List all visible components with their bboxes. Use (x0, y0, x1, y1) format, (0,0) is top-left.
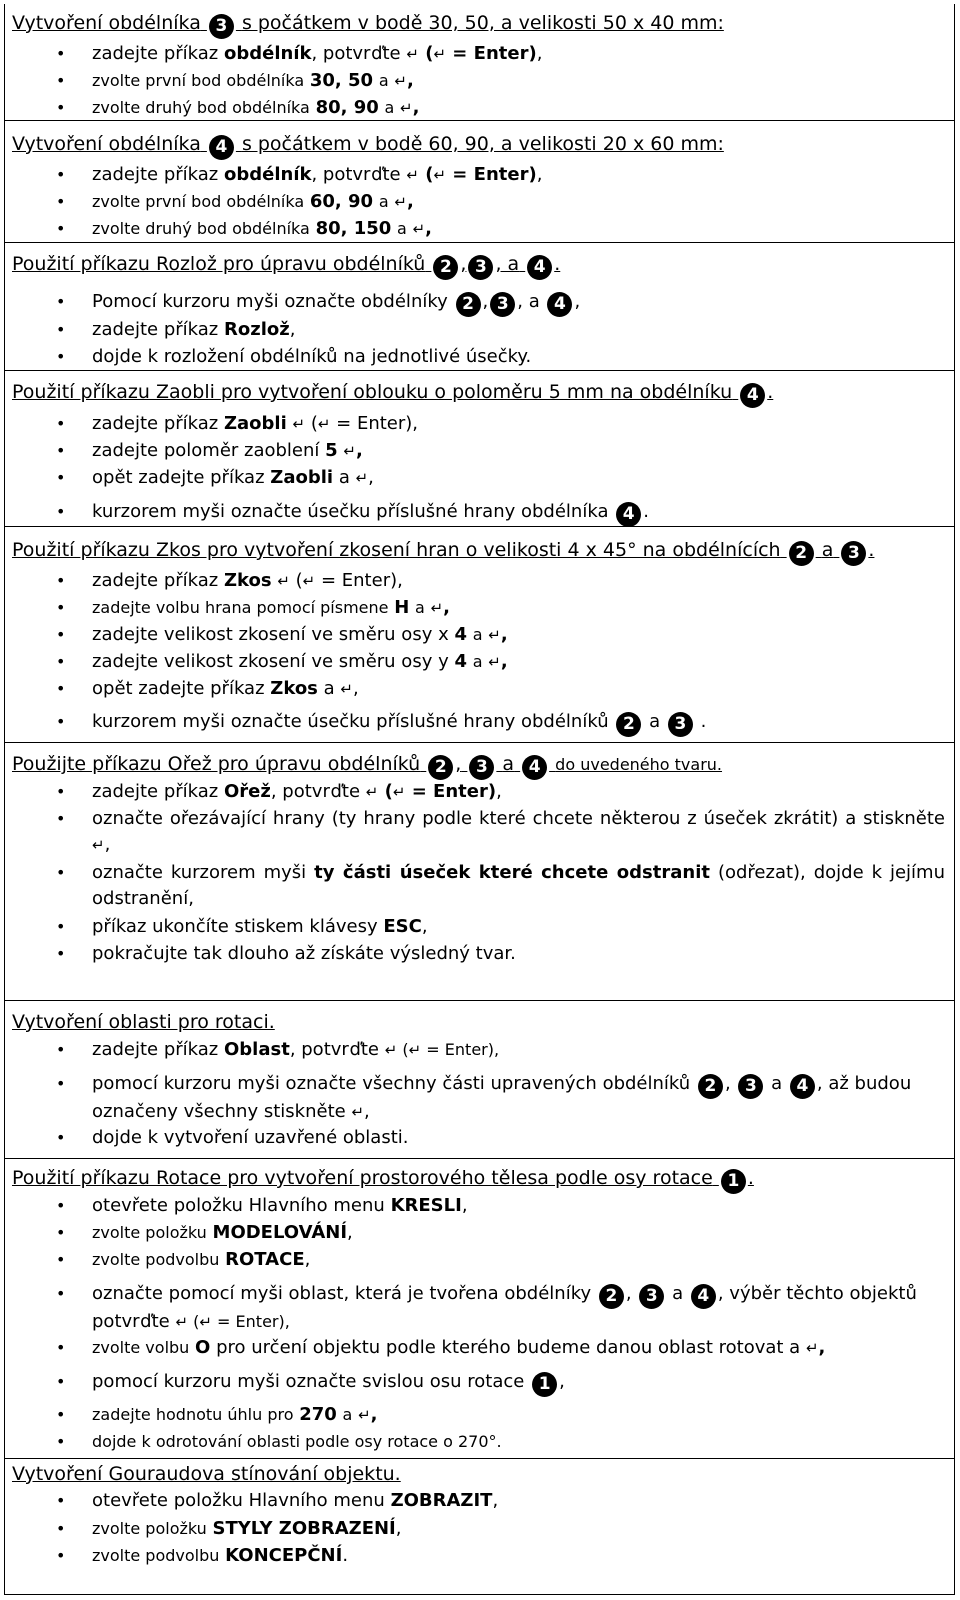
enter-key-icon: ↵ (317, 415, 331, 433)
list-item: • dojde k rozložení obdélníků na jednotlivé úsečky. (92, 344, 945, 370)
enter-key-icon: ↵ (488, 653, 501, 671)
section-zaobli (4, 370, 955, 527)
list-item: • dojde k odrotování oblasti podle osy rotace o 270°. (92, 1429, 945, 1455)
section-rotace (4, 1158, 955, 1459)
section-oblast (4, 1000, 955, 1159)
enter-key-icon: ↵ (355, 469, 369, 487)
list-item: • otevřete položku Hlavního menu ZOBRAZIT, (92, 1488, 945, 1514)
badge-2: 2 (428, 755, 453, 780)
badge-3: 3 (468, 255, 493, 280)
section-rozloz (4, 242, 955, 371)
enter-key-icon: ↵ (358, 1406, 371, 1424)
list-item: • opět zadejte příkaz Zaobli a ↵, (92, 465, 945, 491)
list-item: • zvolte volbu O pro určení objektu podle kterého budeme danou oblast rotovat a ↵, (92, 1335, 945, 1361)
list-item: • zadejte hodnotu úhlu pro 270 a ↵, (92, 1402, 945, 1428)
list-item: • kurzorem myši označte úsečku příslušné hrany obdélníků 2 a 3 . (92, 709, 945, 737)
badge-1: 1 (721, 1169, 746, 1194)
list-item: • zvolte položku MODELOVÁNÍ, (92, 1220, 945, 1246)
enter-key-icon: ↵ (408, 1041, 422, 1059)
enter-key-icon: ↵ (394, 72, 407, 90)
enter-key-icon: ↵ (805, 1339, 819, 1357)
list-item: • pomocí kurzoru myši označte všechny části upravených obdélníků 2 , 3 a 4 , až budou označeny všechny stiskněte ↵, (92, 1071, 945, 1125)
list-item: • zvolte první bod obdélníka 30, 50 a ↵, (92, 68, 945, 94)
section-orez (4, 742, 955, 1001)
enter-key-icon: ↵ (340, 680, 353, 698)
section-zkos (4, 526, 955, 743)
section-rectangle-4 (4, 120, 955, 243)
list-item: • zadejte příkaz Rozlož, (92, 317, 945, 343)
section-heading: Vytvoření obdélníka 3 s počátkem v bodě 30, 50, a velikosti 50 x 40 mm: (12, 12, 724, 39)
list-item: • pokračujte tak dlouho až získáte výsledný tvar. (92, 941, 945, 967)
section-heading: Vytvoření obdélníka 4 s počátkem v bodě 60, 90, a velikosti 20 x 60 mm: (12, 133, 724, 160)
badge-4: 4 (790, 1074, 815, 1099)
list-item: • zvolte druhý bod obdélníka 80, 90 a ↵, (92, 95, 945, 121)
list-item: • označte ořezávající hrany (ty hrany podle které chcete některou z úseček zkrátit) a stiskněte ↵, (92, 806, 945, 858)
list-item: • zadejte volbu hrana pomocí písmene H a ↵, (92, 595, 945, 621)
enter-key-icon: ↵ (430, 599, 444, 617)
enter-key-icon: ↵ (406, 166, 419, 184)
enter-key-icon: ↵ (92, 836, 105, 854)
enter-key-icon: ↵ (412, 220, 426, 238)
list-item: • zadejte příkaz Zaobli ↵ (↵ = Enter), (92, 411, 945, 437)
enter-key-icon: ↵ (302, 572, 316, 590)
section-heading: Použijte příkazu Ořež pro úpravu obdélníků 2 , 3 a 4 do uvedeného tvaru. (12, 753, 722, 780)
list-item: • označte kurzorem myši ty části úseček které chcete odstranit (odřezat), dojde k jejímu odstranění, (92, 860, 945, 912)
enter-key-icon: ↵ (406, 45, 419, 63)
list-item: • pomocí kurzoru myši označte svislou osu rotace 1 , (92, 1369, 945, 1397)
enter-key-icon: ↵ (433, 45, 447, 63)
enter-key-icon: ↵ (400, 99, 413, 117)
badge-2: 2 (698, 1074, 723, 1099)
enter-key-icon: ↵ (392, 783, 406, 801)
list-item: • zvolte podvolbu ROTACE, (92, 1247, 945, 1273)
badge-3: 3 (639, 1284, 664, 1309)
enter-key-icon: ↵ (343, 442, 356, 460)
badge-2: 2 (616, 712, 641, 737)
section-gouraud (4, 1458, 955, 1596)
enter-key-icon: ↵ (394, 193, 407, 211)
section-heading: Použití příkazu Rotace pro vytvoření prostorového tělesa podle osy rotace 1 . (12, 1167, 754, 1194)
enter-key-icon: ↵ (199, 1313, 212, 1331)
badge-3: 3 (209, 14, 234, 39)
list-item: • zadejte příkaz obdélník, potvrďte ↵ (↵ = Enter), (92, 41, 945, 67)
badge-3: 3 (490, 292, 515, 317)
list-item: • zvolte druhý bod obdélníka 80, 150 a ↵, (92, 216, 945, 242)
badge-4: 4 (616, 502, 641, 527)
section-rectangle-3 (4, 4, 955, 120)
list-item: • zvolte první bod obdélníka 60, 90 a ↵, (92, 189, 945, 215)
enter-key-icon: ↵ (384, 1041, 398, 1059)
list-item: • Pomocí kurzoru myši označte obdélníky 2 , 3 , a 4 , (92, 289, 945, 317)
badge-3: 3 (738, 1074, 763, 1099)
list-item: • zvolte podvolbu KONCEPČNÍ. (92, 1543, 945, 1569)
enter-key-icon: ↵ (277, 572, 290, 590)
enter-key-icon: ↵ (365, 783, 379, 801)
list-item: • kurzorem myši označte úsečku příslušné hrany obdélníka 4 . (92, 499, 945, 527)
enter-key-icon: ↵ (433, 166, 447, 184)
list-item: • zadejte příkaz Ořež, potvrďte ↵ (↵ = Enter), (92, 779, 945, 805)
badge-1: 1 (532, 1372, 557, 1397)
badge-2: 2 (599, 1284, 624, 1309)
enter-key-icon: ↵ (292, 415, 306, 433)
badge-2: 2 (789, 541, 814, 566)
badge-4: 4 (691, 1284, 716, 1309)
badge-2: 2 (433, 255, 458, 280)
badge-4: 4 (209, 135, 234, 160)
list-item: • opět zadejte příkaz Zkos a ↵, (92, 676, 945, 702)
list-item: • dojde k vytvoření uzavřené oblasti. (92, 1125, 945, 1151)
list-item: • označte pomocí myši oblast, která je tvořena obdélníky 2 , 3 a 4 , výběr těchto objektů potvrďte ↵ (↵ = Enter), (92, 1281, 945, 1335)
section-heading: Použití příkazu Zaobli pro vytvoření oblouku o poloměru 5 mm na obdélníku 4 . (12, 381, 773, 408)
list-item: • zadejte poloměr zaoblení 5 ↵, (92, 438, 945, 464)
section-heading: Vytvoření oblasti pro rotaci. (12, 1011, 275, 1033)
badge-3: 3 (841, 541, 866, 566)
badge-3: 3 (668, 712, 693, 737)
badge-3: 3 (469, 755, 494, 780)
badge-4: 4 (740, 383, 765, 408)
list-item: • zadejte příkaz Zkos ↵ (↵ = Enter), (92, 568, 945, 594)
badge-2: 2 (456, 292, 481, 317)
list-item: • otevřete položku Hlavního menu KRESLI, (92, 1193, 945, 1219)
section-heading: Použití příkazu Zkos pro vytvoření zkosení hran o velikosti 4 x 45° na obdélnících 2 a 3 . (12, 539, 874, 566)
enter-key-icon: ↵ (488, 626, 501, 644)
enter-key-icon: ↵ (175, 1313, 189, 1331)
list-item: • zadejte velikost zkosení ve směru osy x 4 a ↵, (92, 622, 945, 648)
section-heading: Použití příkazu Rozlož pro úpravu obdélníků 2 , 3 , a 4 . (12, 253, 560, 280)
badge-4: 4 (527, 255, 552, 280)
list-item: • zadejte příkaz Oblast, potvrďte ↵ (↵ = Enter), (92, 1037, 945, 1063)
badge-4: 4 (547, 292, 572, 317)
section-heading: Vytvoření Gouraudova stínování objektu. (12, 1463, 401, 1485)
list-item: • zadejte příkaz obdélník, potvrďte ↵ (↵ = Enter), (92, 162, 945, 188)
badge-4: 4 (522, 755, 547, 780)
list-item: • zadejte velikost zkosení ve směru osy y 4 a ↵, (92, 649, 945, 675)
enter-key-icon: ↵ (351, 1103, 365, 1121)
list-item: • zvolte položku STYLY ZOBRAZENÍ, (92, 1516, 945, 1542)
list-item: • příkaz ukončíte stiskem klávesy ESC, (92, 914, 945, 940)
